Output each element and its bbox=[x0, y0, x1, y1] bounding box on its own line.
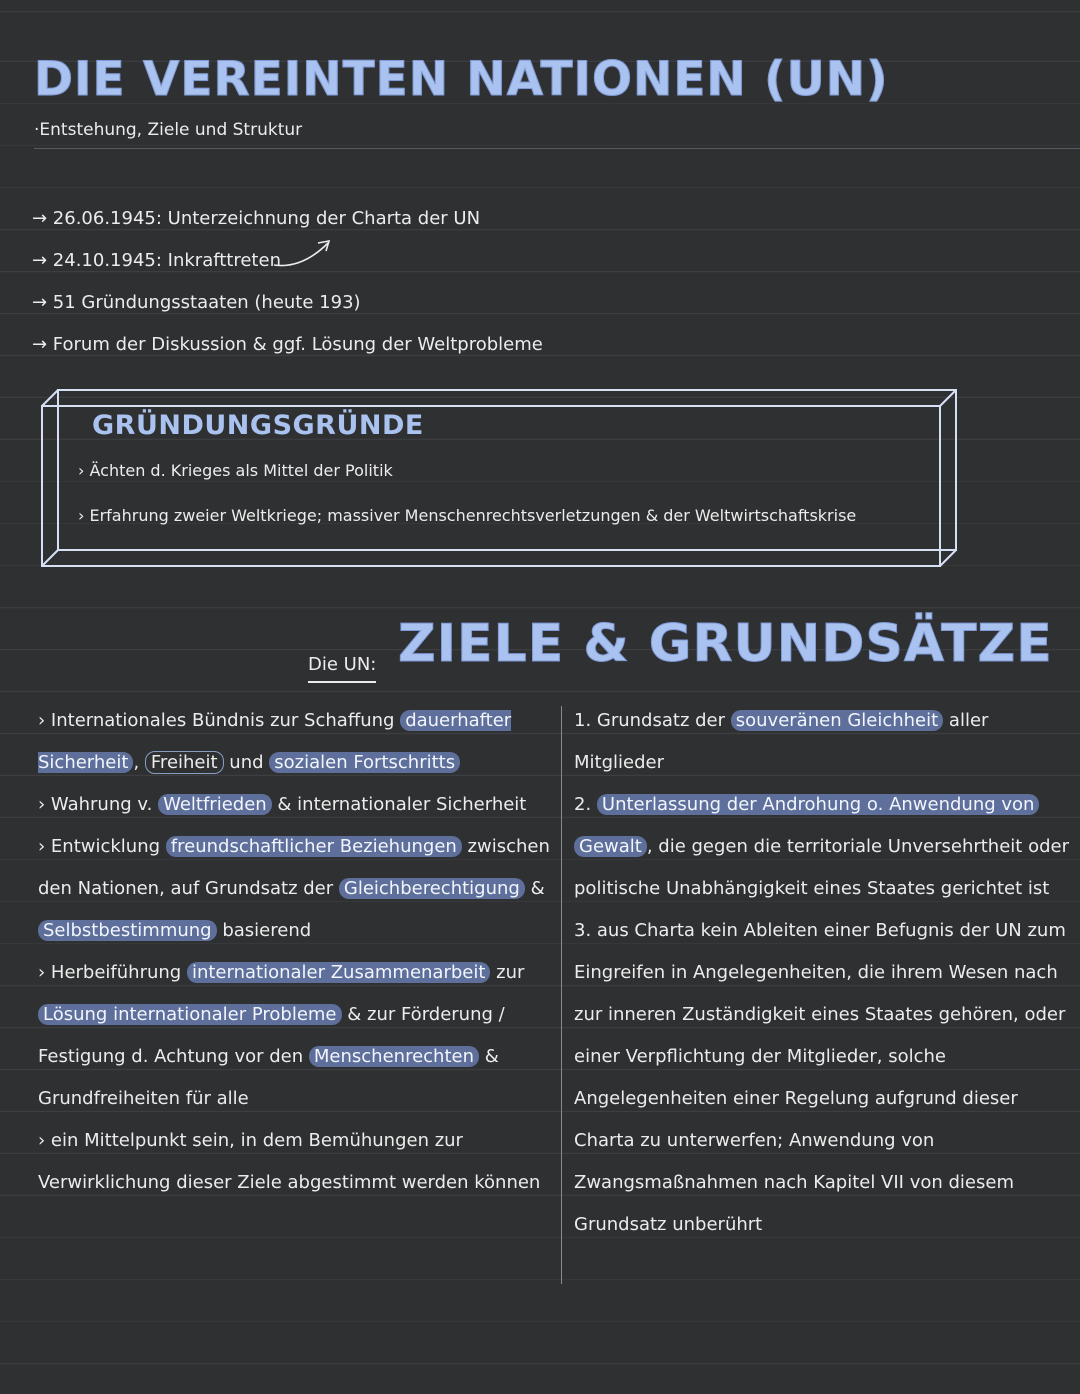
highlight-friendly-relations: freundschaftlicher Beziehungen bbox=[166, 836, 462, 857]
goal-text: › Entwicklung bbox=[38, 836, 166, 857]
principle-text: aller Mitglieder bbox=[574, 710, 989, 773]
highlight-non-violence: Unterlassung der Androhung o. Anwendung von bbox=[597, 794, 1040, 815]
highlight-force: Gewalt bbox=[574, 836, 647, 857]
goal-text: › Wahrung v. bbox=[38, 794, 159, 815]
page-title: DIE VEREINTEN NATIONEN (UN) bbox=[34, 52, 889, 107]
highlight-problem-solving: Lösung internationaler Probleme bbox=[38, 1004, 342, 1025]
principle-item bbox=[574, 700, 1070, 784]
founding-reason-item: › Ächten d. Krieges als Mittel der Politik bbox=[78, 461, 393, 480]
highlight-sovereign-equality: souveränen Gleichheit bbox=[731, 710, 943, 731]
goal-text: & internationaler Sicherheit bbox=[271, 794, 527, 815]
goal-item bbox=[38, 784, 558, 826]
highlight-progress: sozialen Fortschritts bbox=[269, 752, 460, 773]
goal-text: , bbox=[133, 752, 145, 773]
highlight-human-rights: Menschenrechten bbox=[309, 1046, 479, 1067]
section-heading: ZIELE & GRUNDSÄTZE bbox=[398, 614, 1053, 674]
highlight-world-peace: Weltfrieden bbox=[158, 794, 272, 815]
goals-column bbox=[38, 700, 558, 1204]
subtitle-underline bbox=[34, 148, 1080, 149]
goal-text: basierend bbox=[216, 920, 312, 941]
highlight-equality: Gleichberechtigung bbox=[339, 878, 525, 899]
goal-item bbox=[38, 826, 558, 952]
highlight-self-determination: Selbstbestimmung bbox=[38, 920, 217, 941]
founding-reasons-heading: GRÜNDUNGSGRÜNDE bbox=[92, 410, 424, 441]
goal-text: zwischen den Nationen, auf Grundsatz der bbox=[38, 836, 550, 899]
goal-text: › Internationales Bündnis zur Schaffung bbox=[38, 710, 401, 731]
curved-arrow-icon bbox=[272, 235, 334, 271]
principle-text: , die gegen die territoriale Unversehrtheit oder politische Unabhängigkeit eines Staates gerichtet ist bbox=[574, 836, 1069, 899]
goal-text: & zur Förderung / Festigung d. Achtung vor den bbox=[38, 1004, 505, 1067]
goal-item: › ein Mittelpunkt sein, in dem Bemühungen zur Verwirklichung dieser Ziele abgestimmt werden können bbox=[38, 1130, 541, 1193]
page-subtitle: ·Entstehung, Ziele und Struktur bbox=[34, 120, 303, 140]
highlight-security: dauerhafter Sicherheit bbox=[38, 710, 512, 773]
highlight-freedom: Freiheit bbox=[145, 751, 224, 774]
founding-reason-item: › Erfahrung zweier Weltkriege; massiver Menschenrechtsverletzungen & der Weltwirtschaftskrise bbox=[78, 506, 857, 525]
timeline-item-entry-into-force: → 24.10.1945: Inkrafttreten bbox=[32, 250, 281, 271]
timeline-item-signing: → 26.06.1945: Unterzeichnung der Charta der UN bbox=[32, 208, 481, 229]
goal-text: und bbox=[223, 752, 270, 773]
goal-text: & Grundfreiheiten für alle bbox=[38, 1046, 499, 1109]
goal-text: › Herbeiführung bbox=[38, 962, 187, 983]
principle-text: 2. bbox=[574, 794, 597, 815]
timeline-item-forum: → Forum der Diskussion & ggf. Lösung der Weltprobleme bbox=[32, 334, 543, 355]
goal-item bbox=[38, 952, 558, 1120]
goal-text: zur bbox=[490, 962, 525, 983]
principle-item bbox=[574, 784, 1070, 910]
goal-text: & bbox=[524, 878, 545, 899]
column-divider bbox=[561, 706, 562, 1284]
principles-column bbox=[574, 700, 1070, 1246]
timeline-item-founding-states: → 51 Gründungsstaaten (heute 193) bbox=[32, 292, 361, 313]
section-prefix: Die UN: bbox=[308, 654, 376, 683]
highlight-cooperation: internationaler Zusammenarbeit bbox=[187, 962, 490, 983]
principle-item: 3. aus Charta kein Ableiten einer Befugnis der UN zum Eingreifen in Angelegenheiten, die ihrem Wesen nach zur inneren Zuständigkeit eines Staates gehören, oder einer Verpflichtung der Mitglieder, solche Angelegenheiten einer Regelung aufgrund dieser Charta zu unterwerfen; Anwendung von Zwangsmaßnahmen nach Kapitel VII von diesem Grundsatz unberührt bbox=[574, 920, 1066, 1235]
principle-text: 1. Grundsatz der bbox=[574, 710, 731, 731]
goal-item bbox=[38, 700, 558, 784]
